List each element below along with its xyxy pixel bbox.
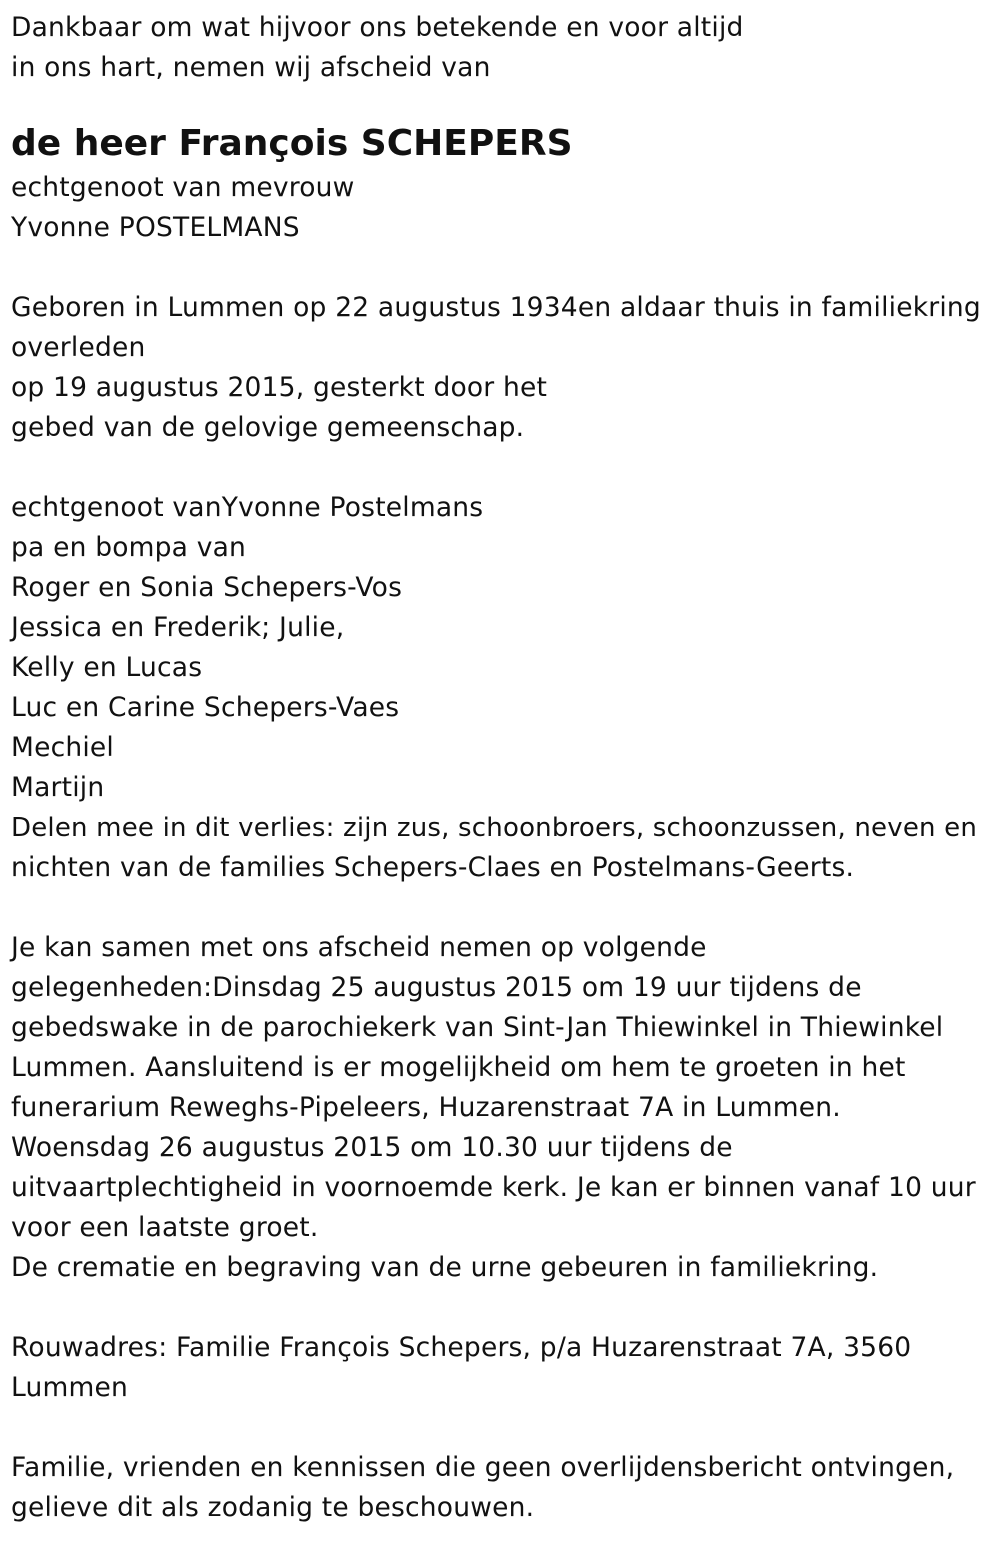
spacer <box>11 1408 986 1448</box>
intro-block <box>11 8 986 88</box>
ceremony-line: funerarium Reweghs-Pipeleers, Huzarenstraat 7A in Lummen. <box>11 1092 841 1123</box>
address-line: Rouwadres: Familie François Schepers, p/a Huzarenstraat 7A, 3560 <box>11 1332 912 1363</box>
birth-death-line: gebed van de gelovige gemeenschap. <box>11 412 525 443</box>
deceased-name: de heer François SCHEPERS <box>11 123 573 164</box>
intro-line: in ons hart, nemen wij afscheid van <box>11 52 491 83</box>
address-block <box>11 1328 986 1408</box>
ceremony-line: uitvaartplechtigheid in voornoemde kerk. Je kan er binnen vanaf 10 uur <box>11 1172 976 1203</box>
address-line: Lummen <box>11 1372 129 1403</box>
family-line: Mechiel <box>11 732 114 763</box>
ceremony-line: Je kan samen met ons afscheid nemen op volgende <box>11 932 707 963</box>
family-line: echtgenoot vanYvonne Postelmans <box>11 492 484 523</box>
ceremony-line: gebedswake in de parochiekerk van Sint-Jan Thiewinkel in Thiewinkel <box>11 1012 944 1043</box>
family-line: Martijn <box>11 772 105 803</box>
spacer <box>11 448 986 488</box>
family-line: Kelly en Lucas <box>11 652 203 683</box>
birth-death-block <box>11 288 986 448</box>
spouse-block <box>11 168 986 248</box>
ceremony-line: gelegenheden:Dinsdag 25 augustus 2015 om 19 uur tijdens de <box>11 972 862 1003</box>
spouse-line: Yvonne POSTELMANS <box>11 212 300 243</box>
closing-block <box>11 1448 986 1528</box>
spacer <box>11 1288 986 1328</box>
intro-line: Dankbaar om wat hijvoor ons betekende en voor altijd <box>11 12 744 43</box>
family-line: Delen mee in dit verlies: zijn zus, schoonbroers, schoonzussen, neven en <box>11 813 978 843</box>
birth-death-line: overleden <box>11 332 146 363</box>
family-line: pa en bompa van <box>11 532 247 563</box>
ceremony-line: Lummen. Aansluitend is er mogelijkheid om hem te groeten in het <box>11 1052 906 1083</box>
family-line: Roger en Sonia Schepers-Vos <box>11 572 403 603</box>
family-line: nichten van de families Schepers-Claes en Postelmans-Geerts. <box>11 852 855 883</box>
closing-line: gelieve dit als zodanig te beschouwen. <box>11 1492 535 1523</box>
birth-death-line: Geboren in Lummen op 22 augustus 1934en aldaar thuis in familiekring <box>11 292 981 323</box>
family-block <box>11 488 986 888</box>
spacer <box>11 888 986 928</box>
ceremony-line: Woensdag 26 augustus 2015 om 10.30 uur tijdens de <box>11 1132 733 1163</box>
ceremony-line: De crematie en begraving van de urne gebeuren in familiekring. <box>11 1252 879 1283</box>
family-line: Luc en Carine Schepers-Vaes <box>11 692 400 723</box>
birth-death-line: op 19 augustus 2015, gesterkt door het <box>11 372 548 403</box>
family-line: Jessica en Frederik; Julie, <box>11 612 345 643</box>
ceremony-block <box>11 928 986 1288</box>
spacer <box>11 248 986 288</box>
spouse-line: echtgenoot van mevrouw <box>11 172 355 203</box>
ceremony-line: voor een laatste groet. <box>11 1212 319 1243</box>
closing-line: Familie, vrienden en kennissen die geen overlijdensbericht ontvingen, <box>11 1452 955 1483</box>
